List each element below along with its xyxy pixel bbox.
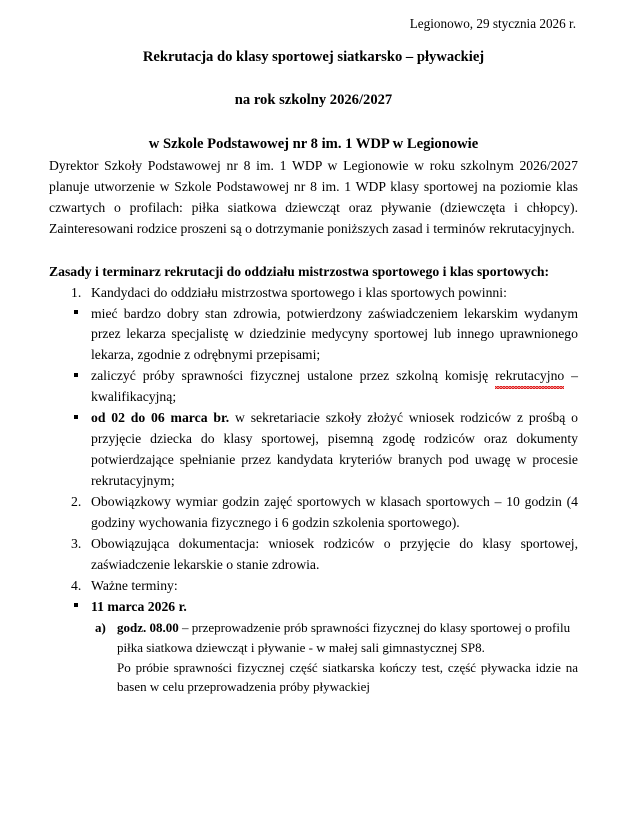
bullet-date-11-march <box>49 597 578 618</box>
document-title-line-3: w Szkole Podstawowej nr 8 im. 1 WDP w Legionowie <box>148 135 479 152</box>
list-item-2-text: Obowiązkowy wymiar godzin zajęć sportowych w klasach sportowych – 10 godzin (4 godziny wychowania fizycznego i 6 godzin szkolenia sportowego). <box>91 494 578 531</box>
rules-heading: Zasady i terminarz rekrutacji do oddziału mistrzostwa sportowego i klas sportowych: <box>49 263 550 279</box>
intro-paragraph: Dyrektor Szkoły Podstawowej nr 8 im. 1 WDP w Legionowie w roku szkolnym 2026/2027 planuje utworzenie w Szkole Podstawowej nr 8 im. 1 WDP klasy sportowej na poziomie klas czwartych o profilach: piłka siatkowa dziewcząt oraz pływanie (dziewczęta i chłopcy). Zainteresowani rodzice proszeni są o dotrzymanie poniższych zasad i terminów rekrutacyjnych. <box>49 157 578 236</box>
bullet-application-deadline-text: w sekretariacie szkoły złożyć wniosek rodziców z prośbą o przyjęcie dziecka do klasy sportowej, pisemną zgodę rodziców oraz dokumenty potwierdzające spełnianie przez kandydata kryteriów branych pod uwagę w procesie rekrutacyjnym; <box>91 410 578 489</box>
sub-item-a-marker: a) <box>95 619 106 635</box>
sub-item-a-text: – przeprowadzenie prób sprawności fizycznej do klasy sportowej o profilu piłka siatkowa dziewcząt i pływanie - w małej sali gimnastycznej SP8. <box>117 619 571 655</box>
bullet-list-item-1 <box>49 304 578 493</box>
list-item-1-text: Kandydaci do oddziału mistrzostwa sportowego i klas sportowych powinni: <box>91 284 507 300</box>
list-item-2 <box>49 492 578 534</box>
square-bullet-icon <box>74 415 78 419</box>
sub-item-a <box>49 618 578 658</box>
list-marker-1: 1. <box>71 284 82 300</box>
bullet-application-deadline-dates: od 02 do 06 marca br. <box>91 410 230 426</box>
date-line: Legionowo, 29 stycznia 2026 r. <box>409 16 576 31</box>
bullet-list-important-dates <box>49 597 578 618</box>
bullet-application-deadline <box>49 408 578 492</box>
square-bullet-icon <box>74 310 78 314</box>
list-item-4 <box>49 576 578 597</box>
list-item-3 <box>49 534 578 576</box>
list-marker-3: 3. <box>71 536 82 552</box>
misspelled-word: rekrutacyjno <box>495 366 564 387</box>
list-item-3-text: Obowiązująca dokumentacja: wniosek rodziców o przyjęcie do klasy sportowej, zaświadczenie lekarskie o stanie zdrowia. <box>91 536 578 572</box>
main-ordered-list <box>49 283 578 597</box>
square-bullet-icon <box>74 373 78 377</box>
swimming-test-note: Po próbie sprawności fizycznej część siatkarska kończy test, część pływacka idzie na basen w celu przeprowadzenia próby pływackiej <box>117 659 578 695</box>
list-marker-4: 4. <box>71 577 82 593</box>
bullet-date-11-march-text: 11 marca 2026 r. <box>91 598 187 614</box>
sub-item-a-time: godz. 08.00 <box>117 619 179 635</box>
document-title-line-1: Rekrutacja do klasy sportowej siatkarsko – pływackiej <box>142 49 485 66</box>
document-title-line-2: na rok szkolny 2026/2027 <box>234 92 393 109</box>
bullet-health-requirement <box>49 304 578 367</box>
list-item-1 <box>49 283 578 304</box>
bullet-fitness-test-text-before: zaliczyć próby sprawności fizycznej ustalone przez szkolną komisję <box>91 368 496 384</box>
bullet-fitness-test-text-after: – kwalifikacyjną; <box>91 368 579 405</box>
list-item-4-text: Ważne terminy: <box>91 577 178 593</box>
bullet-fitness-test <box>49 366 578 408</box>
list-marker-2: 2. <box>71 494 82 510</box>
lettered-sub-list <box>49 618 578 658</box>
bullet-health-requirement-text: mieć bardzo dobry stan zdrowia, potwierdzony zaświadczeniem lekarskim wydanym przez lekarza specjalistę w dziedzinie medycyny sportowej lub innego uprawnionego lekarza, zgodnie z odrębnymi przepisami; <box>91 305 578 363</box>
square-bullet-icon <box>74 603 78 607</box>
